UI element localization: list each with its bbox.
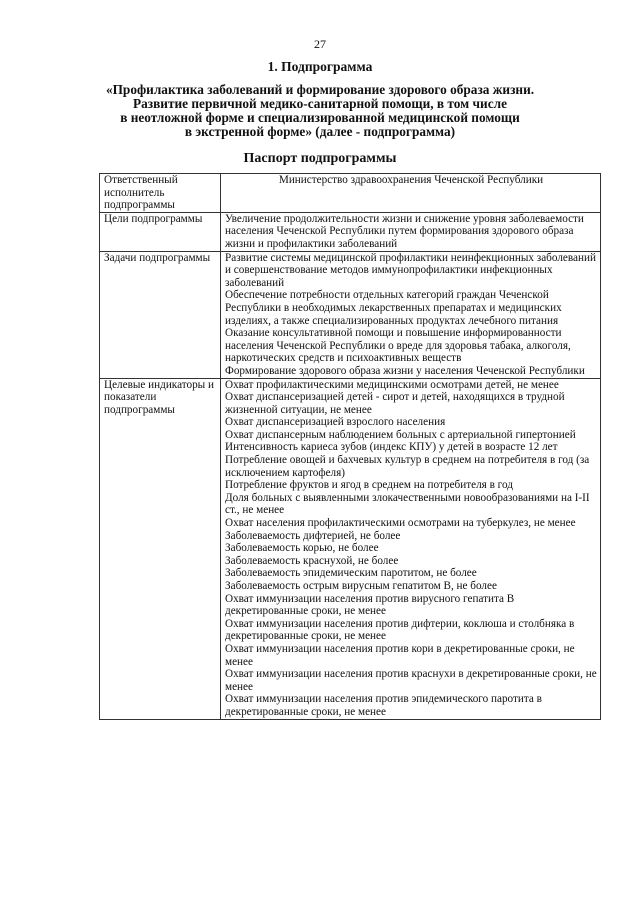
row-value: [221, 378, 601, 719]
value-item: Охват иммунизации населения против кори в декретированные сроки, не менее: [225, 642, 575, 668]
subprogram-name-line: в экстренной форме» (далее - подпрограмма): [184, 124, 456, 139]
subprogram-name-line: в неотложной форме и специализированной медицинской помощи: [120, 110, 520, 125]
value-item: Оказание консультативной помощи и повышение информированности населения Чеченской Республики о вреде для здоровья табака, алкоголя, наркотических средств и психоактивных веществ: [225, 327, 571, 365]
subprogram-heading: [60, 60, 580, 139]
value-item: Доля больных с выявленными злокачественными новообразованиями на I-II ст., не менее: [225, 491, 590, 517]
table-row: [100, 251, 601, 378]
value-item: Охват диспансеризацией детей - сирот и детей, находящихся в трудной жизненной ситуации, не менее: [225, 391, 565, 416]
row-label: Ответственный исполнитель подпрограммы: [100, 174, 221, 213]
page-number: 27: [314, 37, 326, 51]
value-item: Развитие системы медицинской профилактики неинфекционных заболеваний и совершенствование методов иммунопрофилактики инфекционных заболеваний: [225, 251, 596, 289]
value-item: Заболеваемость дифтерией, не более: [225, 529, 401, 542]
value-item: Охват диспансеризацией взрослого населения: [225, 416, 446, 429]
value-item: Обеспечение потребности отдельных категорий граждан Чеченской Республики в необходимых лекарственных препаратах и медицинских изделиях, а также специализированных продуктах лечебного питания: [225, 289, 562, 327]
value-item: Охват иммунизации населения против эпидемического паротита в декретированные сроки, не менее: [225, 693, 542, 718]
value-item: Охват населения профилактическими осмотрами на туберкулез, не менее: [225, 517, 576, 530]
value-item: Формирование здорового образа жизни у населения Чеченской Республики: [225, 364, 585, 377]
passport-table: [99, 173, 601, 720]
table-row: [100, 212, 601, 251]
value-item: Потребление овощей и бахчевых культур в среднем на потребителя в год (за исключением картофеля): [225, 454, 590, 479]
value-item: Министерство здравоохранения Чеченской Республики: [278, 174, 544, 186]
value-item: Увеличение продолжительности жизни и снижение уровня заболеваемости населения Чеченской Республики путем формирования здорового образа жизни и профилактики заболеваний: [225, 212, 584, 250]
row-label: Задачи подпрограммы: [100, 251, 221, 378]
value-item: Заболеваемость эпидемическим паротитом, не более: [225, 567, 477, 580]
value-item: Охват иммунизации населения против вирусного гепатита В декретированные сроки, не менее: [225, 592, 515, 618]
value-item: Охват диспансерным наблюдением больных с артериальной гипертонией: [225, 428, 576, 441]
table-row: [100, 378, 601, 719]
subprogram-name-line: «Профилактика заболеваний и формирование здорового образа жизни.: [105, 82, 535, 97]
value-item: Интенсивность кариеса зубов (индекс КПУ) у детей в возрасте 12 лет: [225, 441, 558, 454]
subprogram-name-line: Развитие первичной медико-санитарной помощи, в том числе: [133, 96, 507, 111]
value-item: Потребление фруктов и ягод в среднем на потребителя в год: [225, 479, 513, 492]
value-item: Заболеваемость корью, не более: [225, 542, 379, 555]
value-item: Заболеваемость острым вирусным гепатитом В, не более: [225, 580, 497, 592]
row-value: [221, 251, 601, 378]
row-value: [221, 212, 601, 251]
value-item: Охват профилактическими медицинскими осмотрами детей, не менее: [225, 378, 559, 391]
subprogram-title: 1. Подпрограмма: [267, 59, 373, 74]
value-item: Охват иммунизации населения против дифтерии, коклюша и столбняка в декретированные сроки, не менее: [225, 617, 575, 643]
row-label: Цели подпрограммы: [100, 212, 221, 251]
value-item: Охват иммунизации населения против краснухи в декретированные сроки, не менее: [225, 668, 597, 693]
row-label: Целевые индикаторы и показатели подпрограммы: [100, 378, 221, 719]
passport-title: Паспорт подпрограммы: [243, 151, 397, 166]
value-item: Заболеваемость краснухой, не более: [225, 554, 399, 567]
table-row: [100, 174, 601, 213]
row-value: [221, 174, 601, 213]
